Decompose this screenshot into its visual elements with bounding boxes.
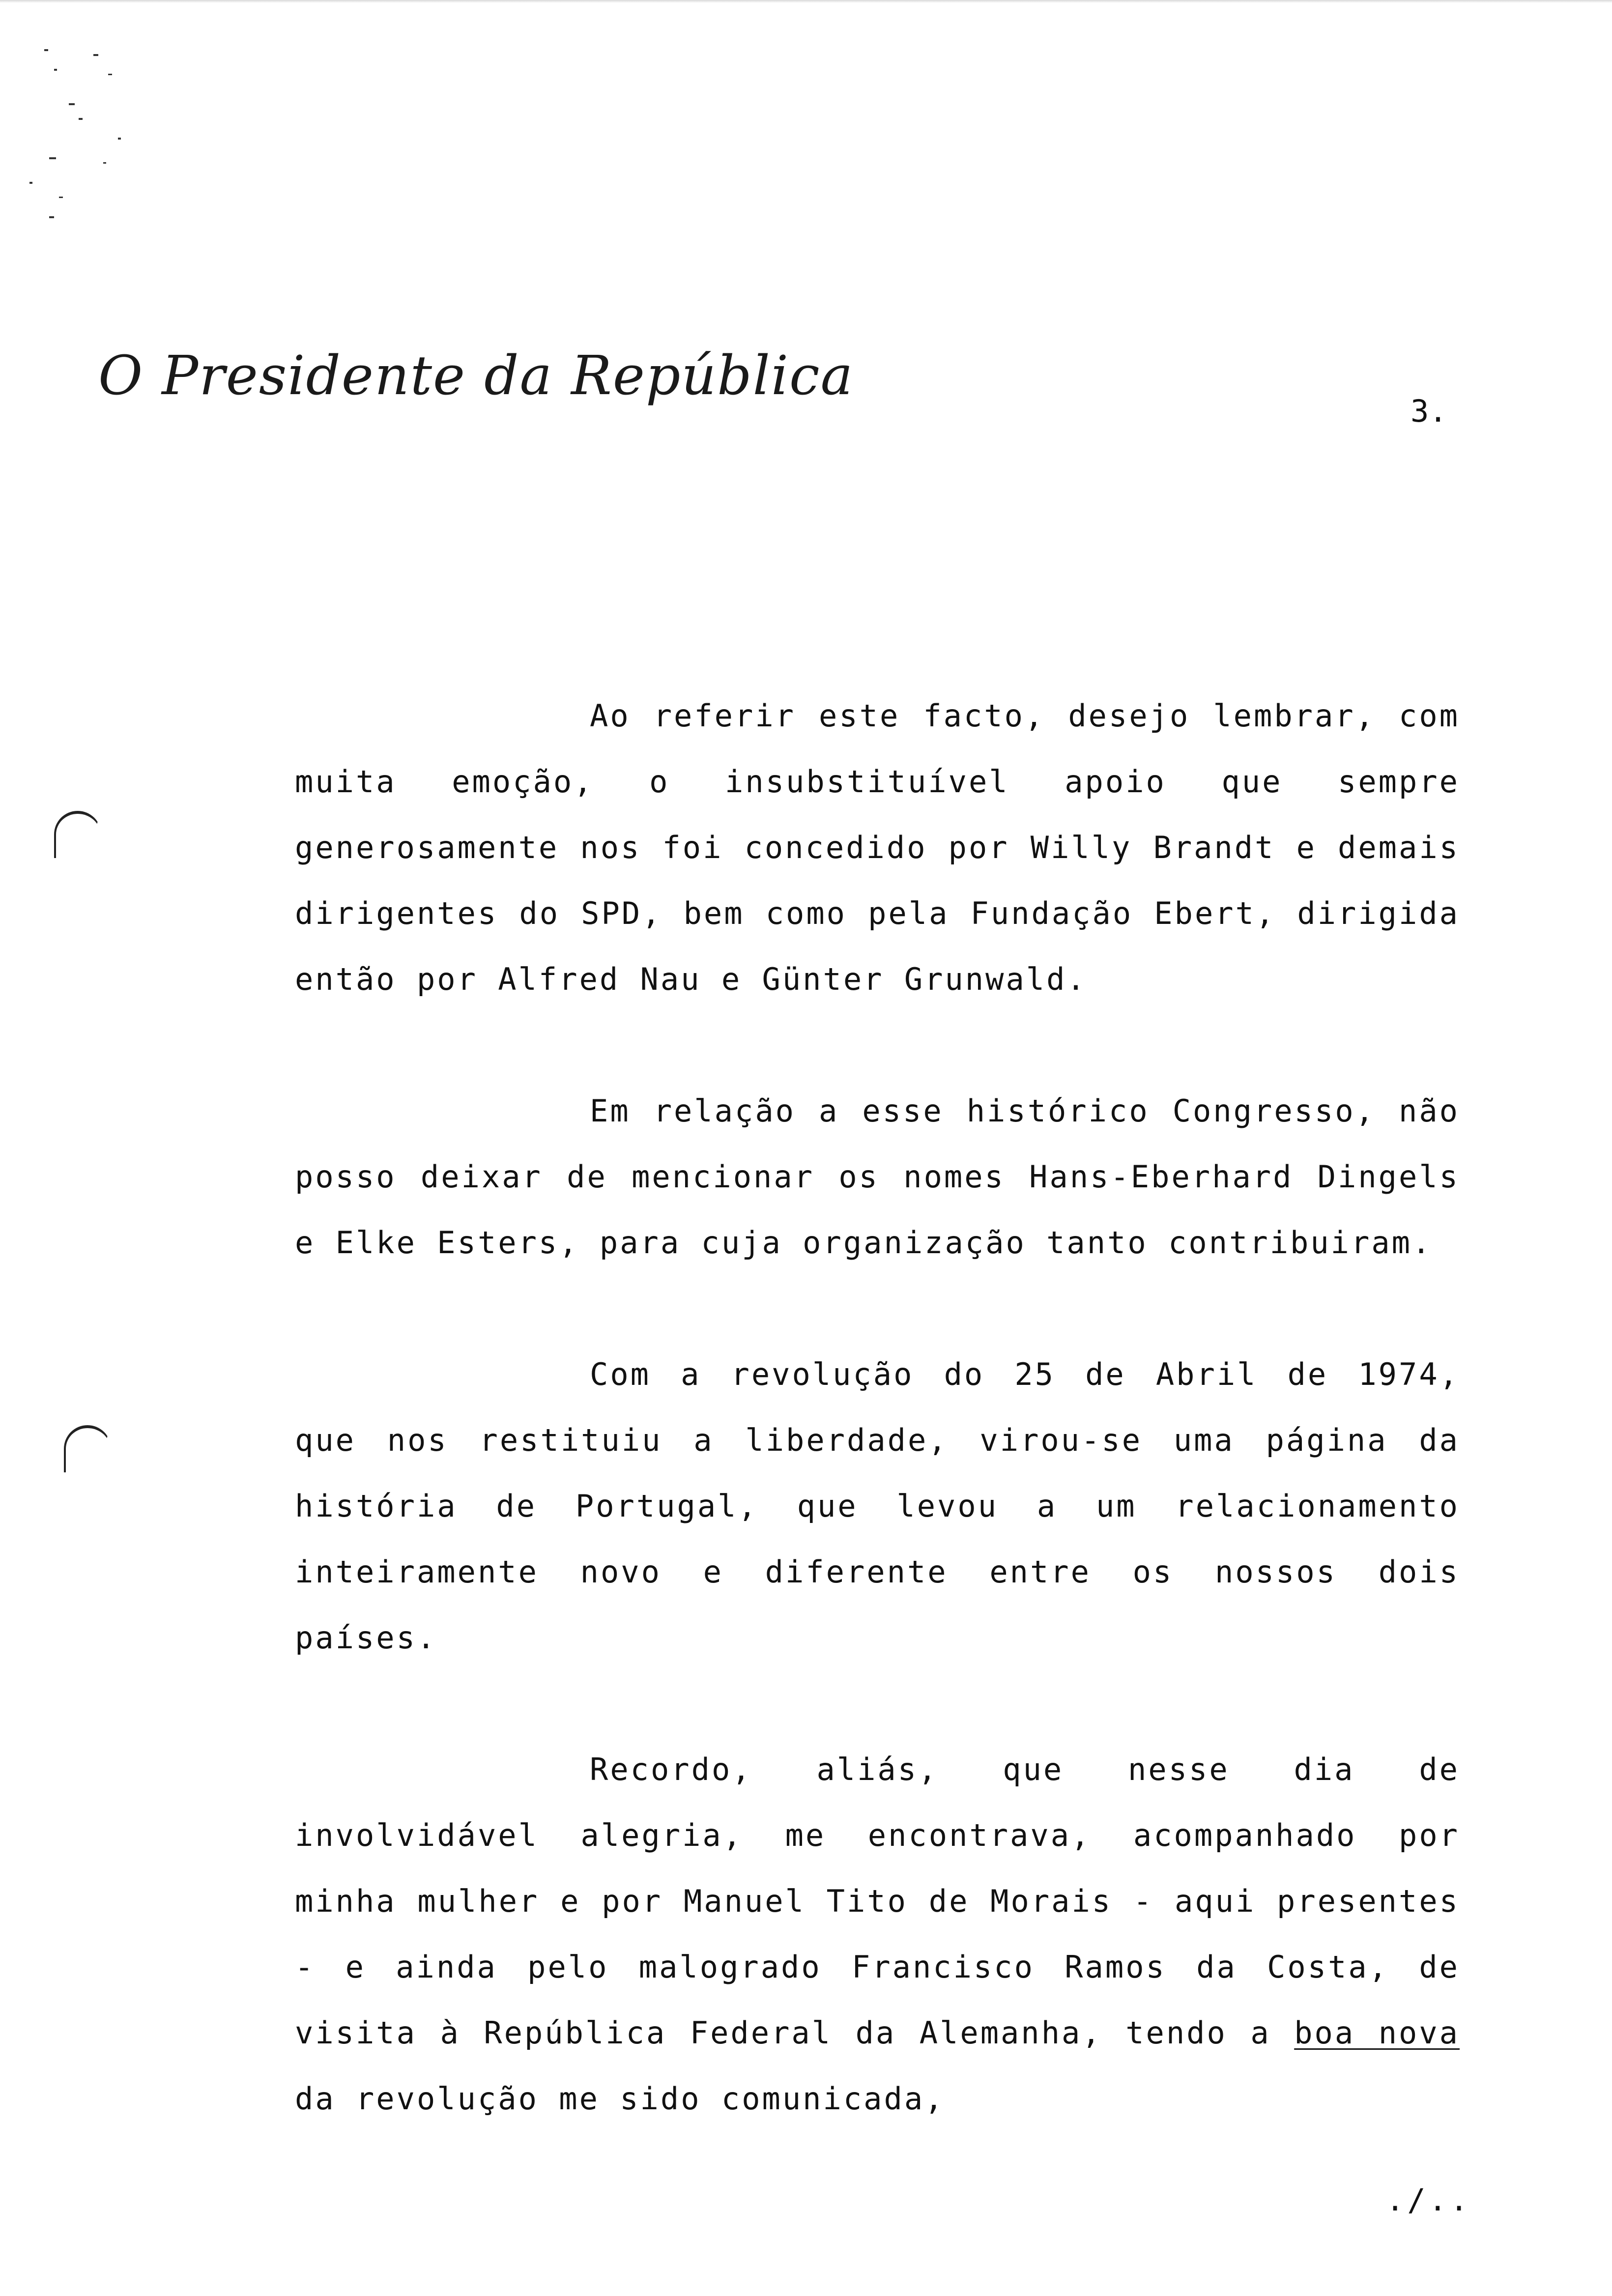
punch-hole-mark xyxy=(64,1425,111,1472)
paragraph-text xyxy=(295,1737,1460,2132)
paragraph xyxy=(295,1737,1460,2132)
page-number: 3. xyxy=(1410,393,1447,429)
paragraph xyxy=(295,1342,1460,1671)
paragraph xyxy=(295,1078,1460,1276)
paragraph-text-part: da revolução me sido comunicada, xyxy=(295,2081,945,2117)
underlined-phrase: boa nova xyxy=(1294,2015,1460,2051)
scan-specks xyxy=(20,20,138,226)
paragraph-text: Em relação a esse histórico Congresso, não posso deixar de mencionar os nomes Hans-Eberhard Dingels e Elke Esters, para cuja organização tanto contribuiram. xyxy=(295,1093,1460,1261)
paragraph-text: Com a revolução do 25 de Abril de 1974, que nos restituiu a liberdade, virou-se uma página da história de Portugal, que levou a um relacionamento inteiramente novo e diferente entre os nossos dois países. xyxy=(295,1356,1460,1656)
paragraph-text: Ao referir este facto, desejo lembrar, com muita emoção, o insubstituível apoio que sempre generosamente nos foi concedido por Willy Brandt e demais dirigentes do SPD, bem como pela Fundação Ebert, dirigida então por Alfred Nau e Günter Grunwald. xyxy=(295,698,1460,997)
punch-hole-mark xyxy=(54,811,101,858)
paragraph-text-part: Recordo, aliás, que nesse dia de involvidável alegria, me encontrava, acompanhado por minha mulher e por Manuel Tito de Morais - aqui presentes - e ainda pelo malogrado Francisco Ramos da Costa, de visita à República Federal da Alemanha, tendo a xyxy=(295,1751,1460,2051)
letter-body xyxy=(295,683,1460,2198)
scan-edge xyxy=(0,0,1612,3)
paragraph xyxy=(295,683,1460,1012)
continuation-mark: ./.. xyxy=(1386,2182,1471,2218)
letterhead-title: O Presidente da República xyxy=(98,344,854,407)
